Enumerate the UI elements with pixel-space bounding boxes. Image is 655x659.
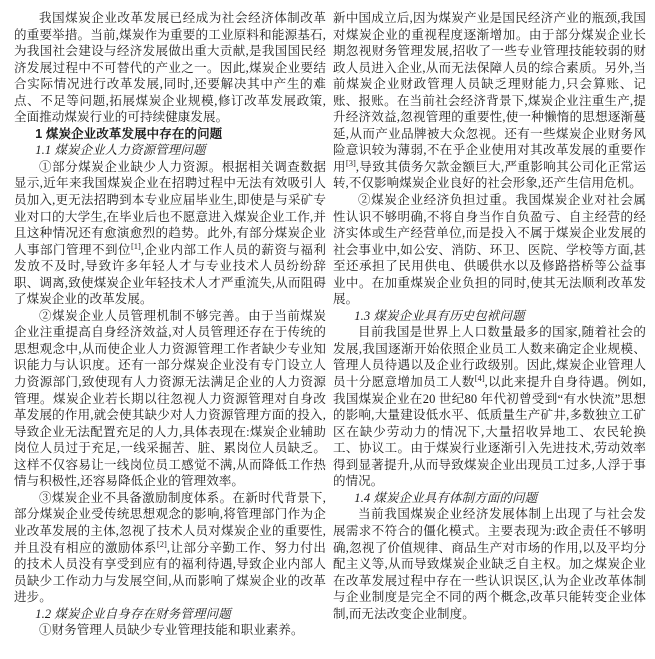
subsection-heading: 1.1 煤炭企业人力资源管理问题 <box>35 143 206 158</box>
paragraph: ③煤炭企业不具备激励制度体系。在新时代背景下,部分煤炭企业受传统思想观念的影响,将管理部门作为企业改革发展的主体,忽视了技术人员对煤炭企业的重要性,并且没有相应的激励体系[2],让部分辛勤工作、努力付出的技术人员没有享受到应有的福利待遇,导致企业内部人员缺少工作动力与发展空间,从而影响了煤炭企业的改革进步。 <box>14 490 326 605</box>
paragraph: 目前我国是世界上人口数量最多的国家,随着社会的发展,我国逐渐开始依照企业员工人数来确定企业规模、管理人员待遇以及企业行政级别。因此,煤炭企业管理人员十分愿意增加员工人数[4],以此来提升自身待遇。例如,我国煤炭企业在20 世纪80 年代初曾受到“有水快流”思想的影响,大量建设低水平、低质量生产矿井,多数独立工矿区在缺少劳动力的情况下,大量招收异地工、农民轮换工、协议工。由于煤炭行业逐渐引入先进技术,劳动效率得到显著提升,从而导致煤炭企业出现员工过多,人浮于事的情况。 <box>333 325 646 489</box>
paragraph: ①财务管理人员缺少专业管理技能和职业素养。 <box>39 623 304 638</box>
paragraph: 当前我国煤炭企业经济发展体制上出现了与社会发展需求不符合的僵化模式。主要表现为:政企责任不够明确,忽视了价值规律、商品生产对市场的作用,以及平均分配主义等,从而导致煤炭企业缺乏自主权。加之煤炭企业在改革发展过程中存在一些认识误区,认为企业改革体制与企业制度是完全不同的两个概念,改革只能转变企业体制,而无法改变企业制度。 <box>333 507 646 621</box>
subsection-heading: 1.3 煤炭企业具有历史包袱问题 <box>354 308 525 323</box>
paragraph: ②煤炭企业经济负担过重。我国煤炭企业对社会属性认识不够明确,不将自身当作自负盈亏、自主经营的经济实体或生产经营单位,而是投入不属于煤炭企业发展的社会事业中,如公安、消防、环卫、医院、学校等方面,甚至还承担了民用供电、供暖供水以及修路搭桥等公益事业中。在加重煤炭企业负担的同时,使其无法顺利改革发展。 <box>333 193 646 307</box>
citation-ref: [3] <box>345 157 356 168</box>
two-column-layout <box>14 10 646 639</box>
paragraph: ②煤炭企业人员管理机制不够完善。由于当前煤炭企业注重提高自身经济效益,对人员管理还存在于传统的思想观念中,从而使企业人力资源管理工作者缺少专业知识能力与认识度。还有一部分煤炭企业没有专门设立人力资源部门,致使现有人力资源无法满足企业的人力资源管理。煤炭企业若长期以往忽视人力资源管理对自身改革发展的作用,就会使其缺少对人力资源管理方面的投入,导致企业无法配置充足的人力,具体表现在:煤炭企业辅助岗位人员过于充足,一线采掘苦、脏、累岗位人员缺乏。这样不仅容易让一线岗位员工感觉不满,从而降低工作热情与积极性,还容易降低企业的管理效率。 <box>14 308 326 489</box>
paragraph: 新中国成立后,因为煤炭产业是国民经济产业的瓶颈,我国对煤炭企业的重视程度逐渐增加。由于部分煤炭企业长期忽视财务管理发展,招收了一些专业管理技能较弱的财政人员进入企业,从而无法保障人员的综合素质。另外,当前煤炭企业财政管理人员缺乏理财能力,只会算账、记账、报账。在当前社会经济背景下,煤炭企业注重生产,提升经济效益,忽视管理的重要性,使一种懒惰的思想逐渐蔓延,从而产业品牌被大众忽视。还有一些煤炭企业财务风险意识较为薄弱,不在乎企业使用对其改革发展的重要作用[3],导致其债务欠款金额巨大,严重影响其公司化正常运转,不仅影响煤炭企业良好的社会形象,还产生信用危机。 <box>333 11 646 191</box>
citation-ref: [4] <box>474 372 485 383</box>
paragraph: ①部分煤炭企业缺少人力资源。根据相关调查数据显示,近年来我国煤炭企业在招聘过程中无法有效吸引人员加入,更无法招聘到本专业应届毕业生,即使是与采矿专业对口的大学生,在毕业后也不愿意进入煤炭企业工作,并且这种情况还有愈演愈烈的趋势。此外,有部分煤炭企业人事部门管理不到位[1],企业内部工作人员的薪资与福利发放不及时,导致许多年轻人才与专业技术人员纷纷辞职、调离,致使煤炭企业年轻技术人才严重流失,从而阻碍了煤炭企业的改革发展。 <box>14 159 326 307</box>
subsection-heading: 1.4 煤炭企业具有体制方面的问题 <box>354 490 538 505</box>
text-column-2 <box>333 10 646 639</box>
citation-ref: [1] <box>130 240 141 251</box>
subsection-heading: 1.2 煤炭企业自身存在财务管理问题 <box>35 606 231 621</box>
section-heading: 1 煤炭企业改革发展中存在的问题 <box>35 126 223 141</box>
citation-ref: [2] <box>156 538 167 549</box>
text-column-1 <box>14 10 326 639</box>
paragraph: 我国煤炭企业改革发展已经成为社会经济体制改革的重要举措。当前,煤炭作为重要的工业原料和能源基石,为我国社会建设与经济发展做出重大贡献,是我国国民经济发展过程中不可替代的产业之一。因此,煤炭企业要结合实际情况进行改革发展,同时,还要解决其中产生的难点、不足等问题,拓展煤炭企业规模,修订改革发展政策,全面推动煤炭行业的可持续健康发展。 <box>14 11 326 125</box>
